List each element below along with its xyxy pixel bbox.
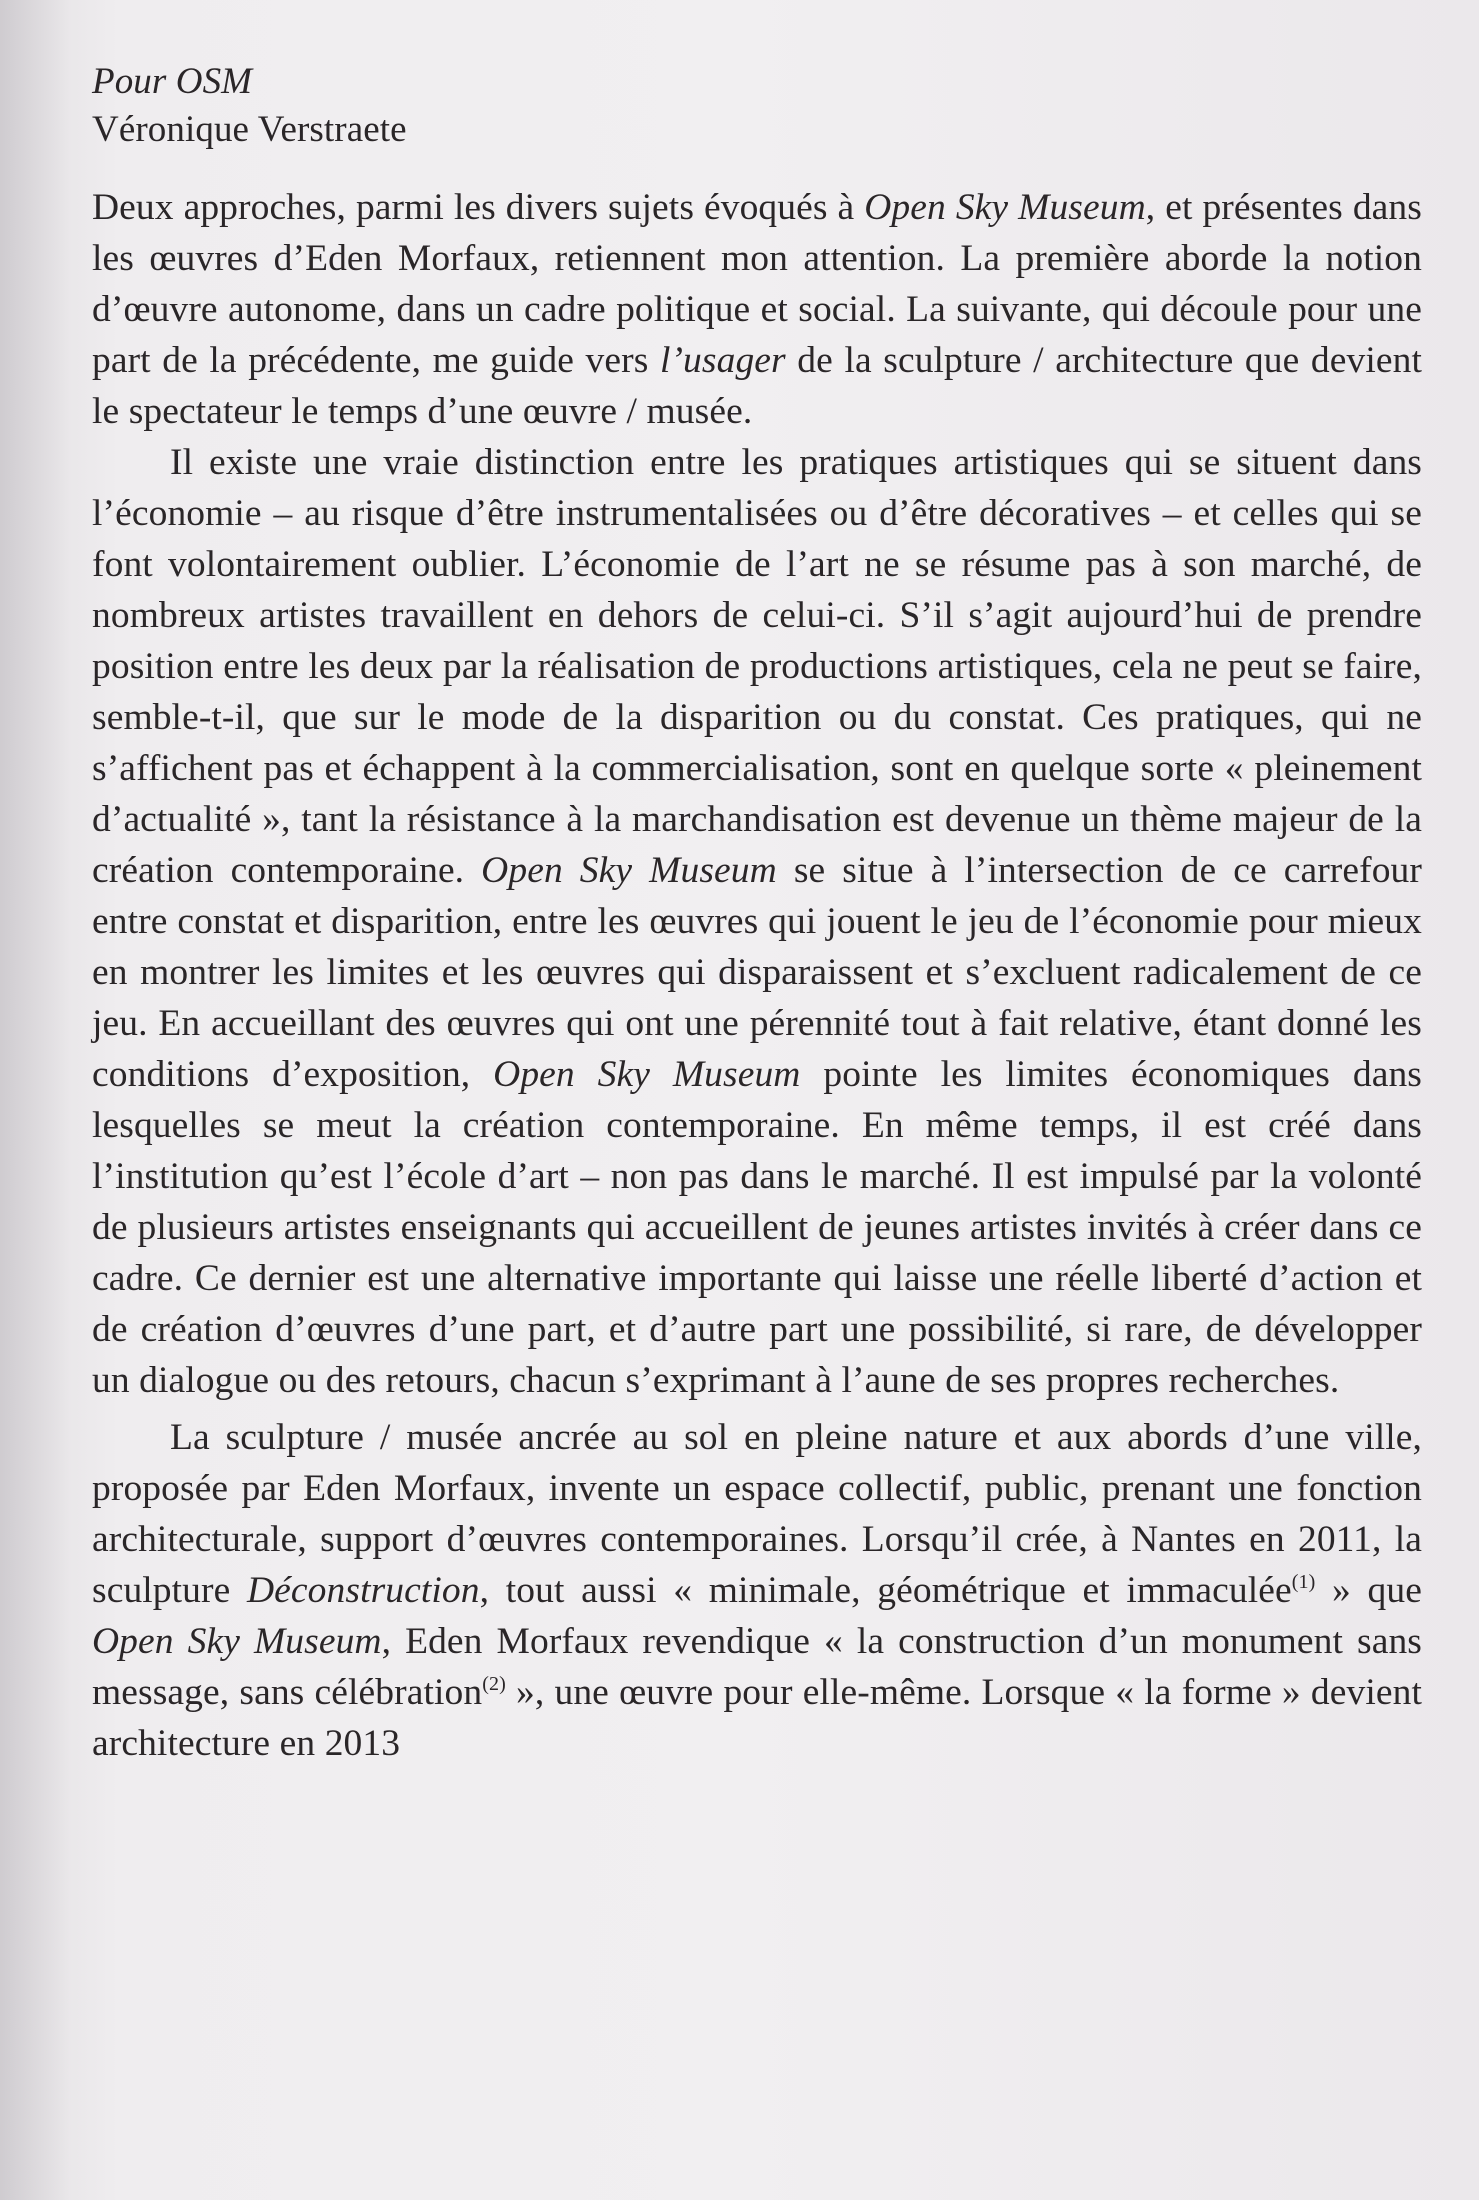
text-run: Deux approches, parmi les divers sujets évoqués à bbox=[92, 187, 865, 228]
essay-title: Pour OSM bbox=[92, 61, 253, 102]
text-run: Il existe une vraie distinction entre les pratiques artistiques qui se situent dans l’économie – au risque d’être instrumentalisées ou d’être décoratives – et celles qui se font volontairement oublier. L’économie de l’art ne se résume pas à son marché, de nombreux artistes travaillent en dehors de celui-ci. S’il s’agit aujourd’hui de prendre position entre les deux par la réalisation de productions artistiques, cela ne peut se faire, semble-t-il, que sur le mode de la disparition ou du constat. Ces pratiques, qui ne s’affichent pas et échappent à la commercialisation, sont en quelque sorte « pleinement d’actualité », tant la résistance à la marchandisation est devenue un thème majeur de la création contemporaine. bbox=[92, 442, 1422, 891]
text-run-italic: Déconstruction bbox=[247, 1570, 480, 1611]
text-run: se situe à l’intersection de ce carrefour entre constat et disparition, entre les œuvres qui jouent le jeu de l’économie pour mieux en montrer les limites et les œuvres qui disparaissent et s’excluent radicalement de ce jeu. En accueillant des œuvres qui ont une pérennité tout à fait relative, étant donné les conditions d’exposition, bbox=[92, 850, 1422, 1095]
text-run: , et présentes dans les œuvres d’Eden Morfaux, retiennent mon attention. La première aborde la notion d’œuvre autonome, dans un cadre politique et social. La suivante, qui découle pour une part de la précédente, me guide vers bbox=[92, 187, 1422, 381]
text-run-italic: Open Sky Museum bbox=[864, 187, 1146, 228]
footnote-ref-2: (2) bbox=[482, 1673, 506, 1695]
essay-author: Véronique Verstraete bbox=[92, 109, 407, 150]
paragraph-3 bbox=[92, 1412, 1422, 1769]
text-run-italic: l’usager bbox=[659, 340, 786, 381]
paragraph-2 bbox=[92, 437, 1422, 1406]
text-run: de la sculpture / architecture que devient le spectateur le temps d’une œuvre / musée. bbox=[92, 340, 1422, 432]
essay-text bbox=[92, 58, 1422, 1769]
footnote-ref-1: (1) bbox=[1291, 1571, 1316, 1593]
paragraph-1 bbox=[92, 182, 1422, 437]
binding-shadow bbox=[0, 0, 70, 2200]
text-run: , tout aussi « minimale, géométrique et immaculée bbox=[479, 1570, 1292, 1611]
text-run: » que bbox=[1315, 1570, 1422, 1611]
text-run: », une œuvre pour elle-même. Lorsque « la forme » devient architecture en 2013 bbox=[92, 1672, 1422, 1764]
text-run-italic: Open Sky Museum bbox=[493, 1054, 801, 1095]
text-run: La sculpture / musée ancrée au sol en pleine nature et aux abords d’une ville, proposée par Eden Morfaux, invente un espace collectif, public, prenant une fonction architecturale, support d’œuvres contemporaines. Lorsqu’il crée, à Nantes en 2011, la sculpture bbox=[92, 1417, 1422, 1611]
text-run: , Eden Morfaux revendique « la construction d’un monument sans message, sans célébration bbox=[92, 1621, 1422, 1713]
text-run: pointe les limites économiques dans lesquelles se meut la création contemporaine. En même temps, il est créé dans l’institution qu’est l’école d’art – non pas dans le marché. Il est impulsé par la volonté de plusieurs artistes enseignants qui accueillent de jeunes artistes invités à créer dans ce cadre. Ce dernier est une alternative importante qui laisse une réelle liberté d’action et de création d’œuvres d’une part, et d’autre part une possibilité, si rare, de développer un dialogue ou des retours, chacun s’exprimant à l’aune de ses propres recherches. bbox=[92, 1054, 1422, 1401]
text-run-italic: Open Sky Museum bbox=[92, 1621, 382, 1662]
text-run-italic: Open Sky Museum bbox=[481, 850, 777, 891]
